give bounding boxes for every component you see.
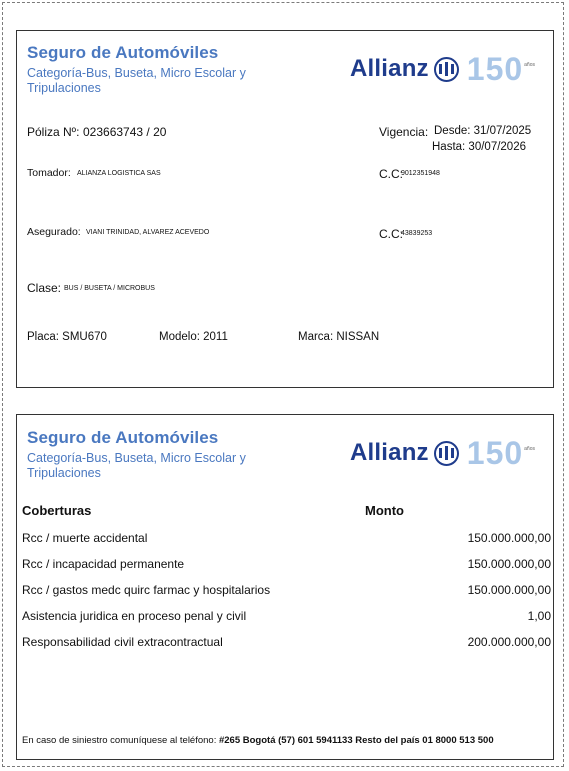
poliza-label: Póliza Nº: xyxy=(27,125,80,139)
coverage-name: Rcc / gastos medc quirc farmac y hospitalarios xyxy=(22,583,271,597)
footer-text: En caso de siniestro comuníquese al teléfono: xyxy=(22,735,219,746)
asegurado-label: Asegurado: xyxy=(27,226,81,238)
tomador-value: ALIANZA LOGISTICA SAS xyxy=(77,170,161,177)
coverage-row xyxy=(22,609,551,625)
tomador-label: Tomador: xyxy=(27,167,71,179)
coverage-row xyxy=(22,531,551,547)
clase-label: Clase: xyxy=(27,281,62,295)
coverage-name: Rcc / incapacidad permanente xyxy=(22,557,185,571)
cc-asegurado-value: 43839253 xyxy=(401,230,433,237)
vigencia-desde: Desde: 31/07/2025 xyxy=(434,125,532,137)
footer-phone: #265 Bogotá (57) 601 5941133 Resto del país 01 8000 513 500 xyxy=(218,735,494,746)
coverage-amount: 1,00 xyxy=(527,609,551,623)
logo-wordmark: Allianz xyxy=(350,55,429,82)
clase-value: BUS / BUSETA / MICROBUS xyxy=(64,285,155,292)
coverage-name: Rcc / muerte accidental xyxy=(22,531,148,545)
card-subtitle: Categoría-Bus, Buseta, Micro Escolar y Tripulaciones xyxy=(27,66,246,95)
anniversary-number: 150 xyxy=(466,435,524,471)
anniversary-suffix: años xyxy=(524,446,535,452)
modelo-field: Modelo: 2011 xyxy=(159,331,228,343)
asegurado-value: VIANI TRINIDAD, ALVAREZ ACEVEDO xyxy=(86,229,210,236)
placa-field: Placa: SMU670 xyxy=(27,331,107,343)
coverage-row xyxy=(22,583,551,599)
card-subtitle: Categoría-Bus, Buseta, Micro Escolar y Tripulaciones xyxy=(27,451,246,480)
allianz-logo xyxy=(350,49,535,89)
claims-contact-footer xyxy=(22,735,494,746)
marca-field: Marca: NISSAN xyxy=(298,331,380,343)
vigencia-label: Vigencia: xyxy=(379,125,429,139)
coverage-amount: 150.000.000,00 xyxy=(467,531,551,545)
allianz-logo xyxy=(350,433,535,473)
coverage-amount: 150.000.000,00 xyxy=(467,583,551,597)
card-title: Seguro de Automóviles xyxy=(27,43,219,62)
allianz-emblem-icon xyxy=(434,57,459,82)
coverage-amount: 200.000.000,00 xyxy=(467,635,551,649)
poliza-value: 023663743 / 20 xyxy=(83,125,167,139)
coverage-name: Responsabilidad civil extracontractual xyxy=(22,635,223,649)
vigencia-hasta: Hasta: 30/07/2026 xyxy=(432,141,526,153)
coverage-amount: 150.000.000,00 xyxy=(467,557,551,571)
coverage-column-header: Coberturas xyxy=(22,503,92,518)
amount-column-header: Monto xyxy=(365,503,404,518)
cc-tomador-value: 9012351948 xyxy=(401,170,440,177)
anniversary-suffix: años xyxy=(524,62,535,68)
coverage-card xyxy=(16,414,554,760)
anniversary-number: 150 xyxy=(466,51,524,87)
coverage-row xyxy=(22,557,551,573)
cc-tomador-label: C.C: xyxy=(379,167,403,181)
allianz-emblem-icon xyxy=(434,441,459,466)
coverage-row xyxy=(22,635,551,651)
logo-wordmark: Allianz xyxy=(350,439,429,466)
cc-asegurado-label: C.C: xyxy=(379,227,403,241)
card-title: Seguro de Automóviles xyxy=(27,428,219,447)
coverage-name: Asistencia juridica en proceso penal y civil xyxy=(22,609,247,623)
policy-card xyxy=(16,30,554,388)
